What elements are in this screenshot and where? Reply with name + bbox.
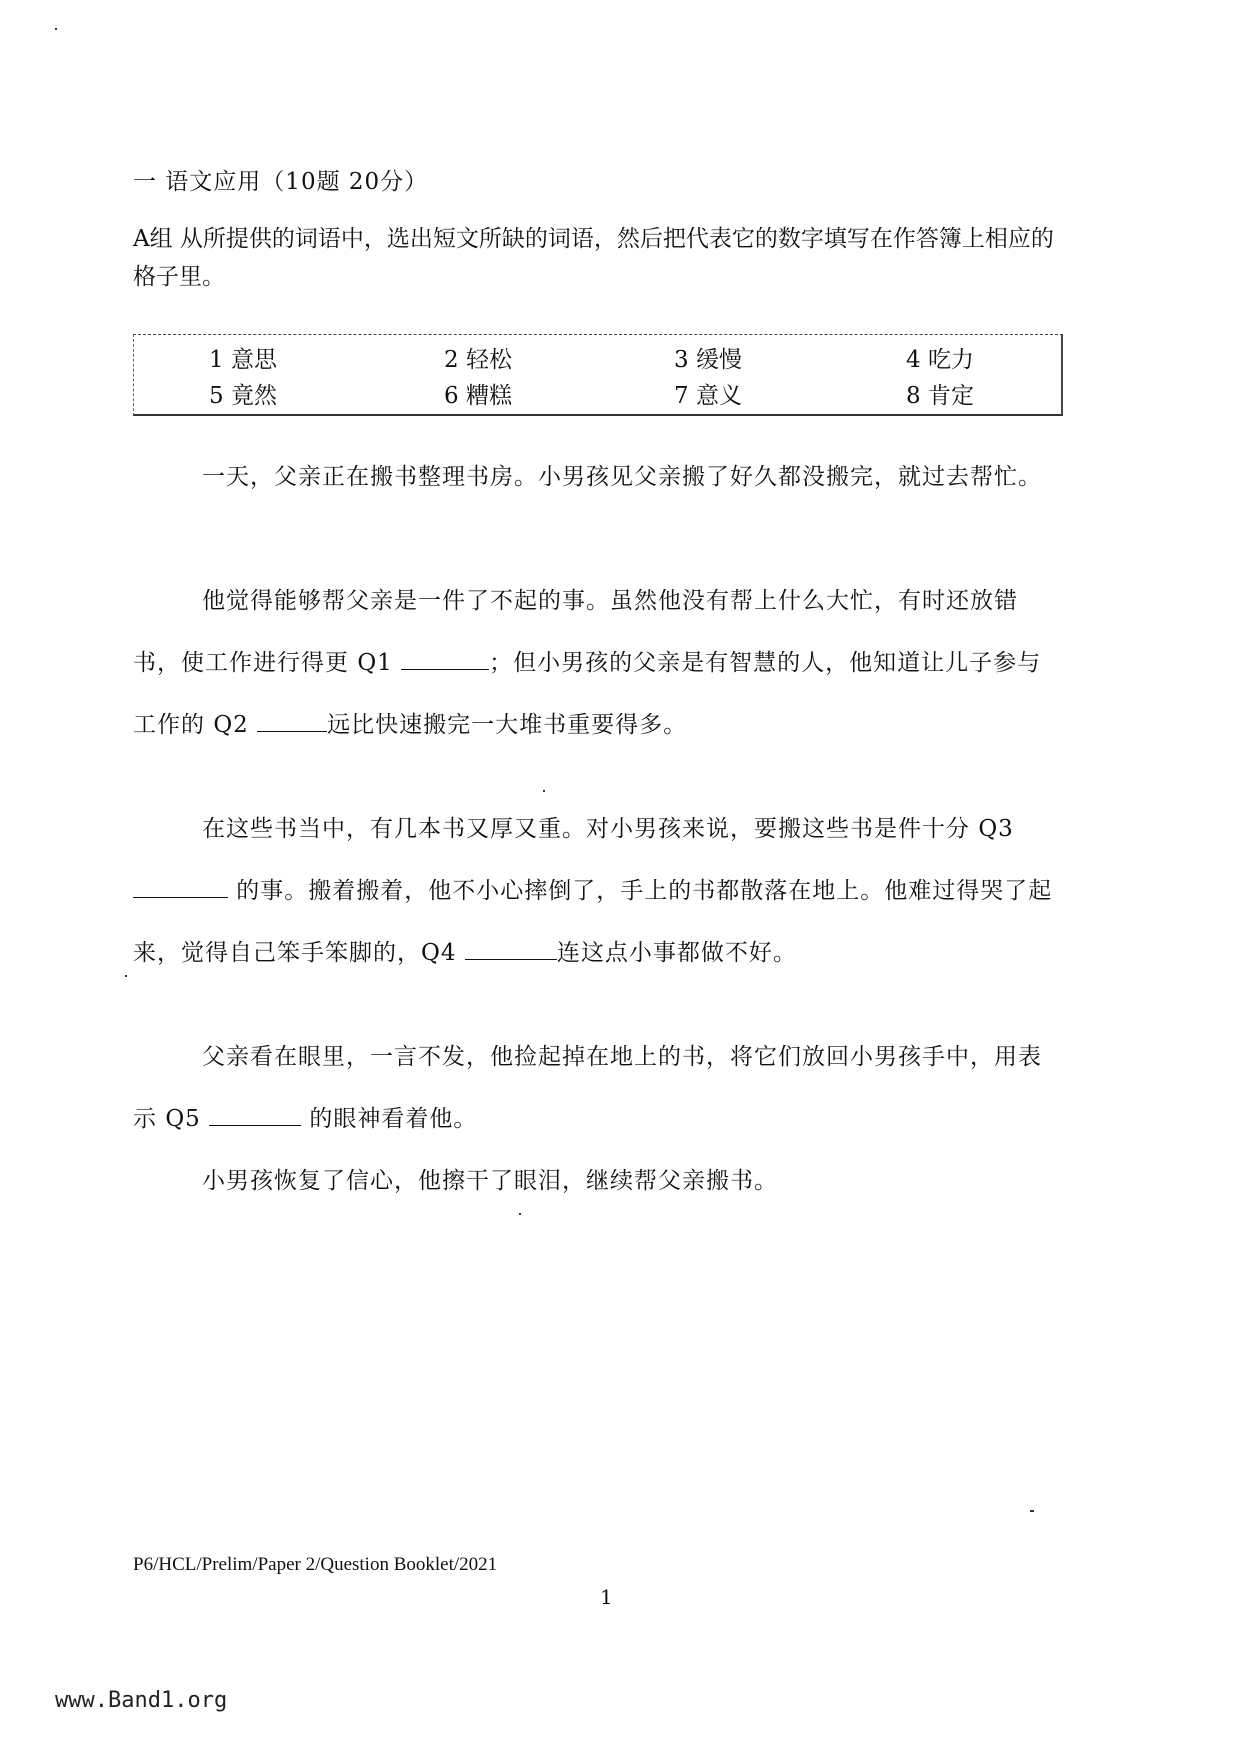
word-option-7: 7 意义 [674, 383, 742, 409]
question-label-q4: Q4 [421, 940, 457, 966]
scan-speck [519, 1213, 521, 1215]
word-option-2: 2 轻松 [444, 347, 512, 373]
page-number: 1 [600, 1585, 613, 1609]
section-title: 一 语文应用（10题 20分） [133, 169, 429, 195]
question-label-q5: Q5 [165, 1106, 201, 1132]
word-option-5: 5 竟然 [209, 383, 277, 409]
word-option-1: 1 意思 [209, 347, 277, 373]
scan-speck [543, 790, 545, 792]
scan-speck [55, 28, 57, 30]
word-option-3: 3 缓慢 [674, 347, 742, 373]
paragraph-3: 在这些书当中，有几本书又厚又重。对小男孩来说，要搬这些书是件十分 Q3 的事。搬着搬着，他不小心摔倒了，手上的书都散落在地上。他难过得哭了起来，觉得自己笨手笨脚的，Q4 连这点小事都做不好。 [133, 816, 1053, 966]
blank-q5 [209, 1107, 301, 1126]
blank-q1 [401, 651, 489, 670]
word-option-4: 4 吃力 [906, 347, 974, 373]
question-label-q2: Q2 [213, 712, 249, 738]
blank-q2 [257, 713, 327, 732]
word-bank [133, 334, 1063, 416]
instructions: A组 从所提供的词语中，选出短文所缺的词语，然后把代表它的数字填写在作答簿上相应的格子里。 [133, 226, 1054, 290]
blank-q4 [465, 941, 557, 960]
scan-speck [125, 975, 127, 977]
blank-q3 [133, 879, 228, 898]
paragraph-4: 父亲看在眼里，一言不发，他捡起掉在地上的书，将它们放回小男孩手中，用表示 Q5 的眼神看着他。 [133, 1044, 1042, 1132]
question-label-q1: Q1 [357, 650, 393, 676]
paragraph-5: 小男孩恢复了信心，他擦干了眼泪，继续帮父亲搬书。 [202, 1168, 778, 1194]
paragraph-1: 一天，父亲正在搬书整理书房。小男孩见父亲搬了好久都没搬完，就过去帮忙。 [202, 464, 1042, 490]
word-option-8: 8 肯定 [906, 383, 974, 409]
watermark: www.Band1.org [55, 1688, 228, 1713]
word-option-6: 6 糟糕 [444, 383, 512, 409]
footer-code: P6/HCL/Prelim/Paper 2/Question Booklet/2021 [133, 1554, 498, 1575]
question-label-q3: Q3 [978, 816, 1014, 842]
scan-speck [1030, 1510, 1034, 1512]
paragraph-2: 他觉得能够帮父亲是一件了不起的事。虽然他没有帮上什么大忙，有时还放错书，使工作进行得更 Q1 ；但小男孩的父亲是有智慧的人，他知道让儿子参与工作的 Q2 远比快速搬完一大堆书重要得多。 [133, 588, 1042, 738]
